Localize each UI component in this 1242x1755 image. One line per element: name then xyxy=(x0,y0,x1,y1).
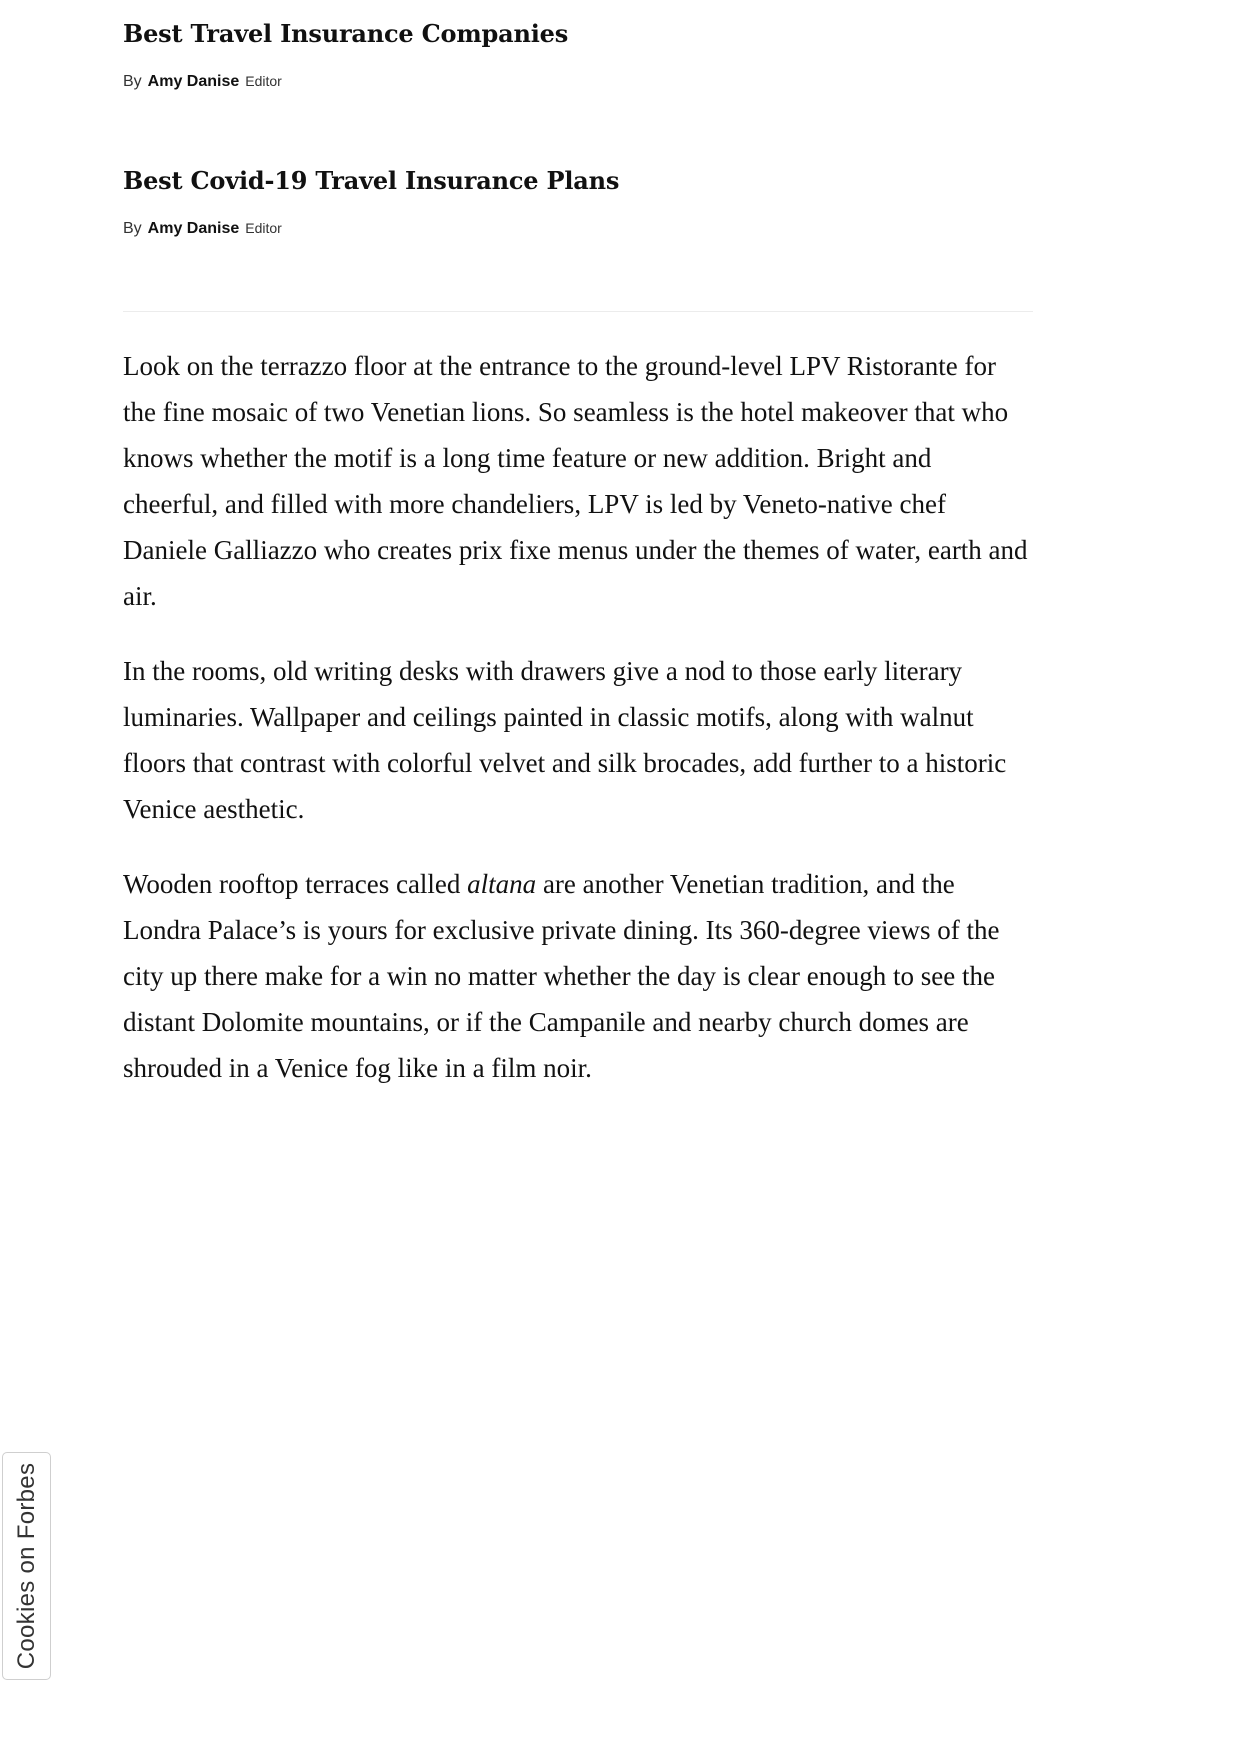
paragraph-text: are another Venetian tradition, and the Londra Palace’s is yours for exclusive private dining. Its 360-degree views of the city up there make for a win no matter whether the day is clear enough to see the distant Dolomite mountains, or if the Campanile and nearby church domes are shrouded in a Venice fog like in a film noir. xyxy=(123,869,1000,1083)
author-link[interactable]: Amy Danise xyxy=(147,220,240,237)
cookies-tab-label: Cookies on Forbes xyxy=(12,1462,40,1670)
related-article-title-link[interactable]: Best Travel Insurance Companies xyxy=(123,19,569,48)
article-paragraph xyxy=(123,861,1033,1091)
author-role: Editor xyxy=(245,220,282,236)
cookies-on-forbes-tab[interactable] xyxy=(2,1452,51,1680)
italic-term: altana xyxy=(467,869,537,899)
related-article xyxy=(123,19,568,92)
byline xyxy=(123,218,619,239)
byline-by-label: By xyxy=(123,73,142,90)
byline-by-label: By xyxy=(123,220,142,237)
article-body xyxy=(123,343,1033,1120)
byline xyxy=(123,71,568,92)
author-role: Editor xyxy=(245,73,282,89)
article-paragraph: Look on the terrazzo floor at the entrance to the ground-level LPV Ristorante for the fine mosaic of two Venetian lions. So seamless is the hotel makeover that who knows whether the motif is a long time feature or new addition. Bright and cheerful, and filled with more chandeliers, LPV is led by Veneto-native chef Daniele Galliazzo who creates prix fixe menus under the themes of water, earth and air. xyxy=(123,351,1028,611)
author-link[interactable]: Amy Danise xyxy=(147,73,240,90)
article-paragraph: In the rooms, old writing desks with drawers give a nod to those early literary luminaries. Wallpaper and ceilings painted in classic motifs, along with walnut floors that contrast with colorful velvet and silk brocades, add further to a historic Venice aesthetic. xyxy=(123,656,1007,824)
section-divider xyxy=(123,311,1033,312)
paragraph-text: Wooden rooftop terraces called xyxy=(123,869,468,899)
related-article-title-link[interactable]: Best Covid-19 Travel Insurance Plans xyxy=(123,166,620,195)
related-article xyxy=(123,166,619,239)
